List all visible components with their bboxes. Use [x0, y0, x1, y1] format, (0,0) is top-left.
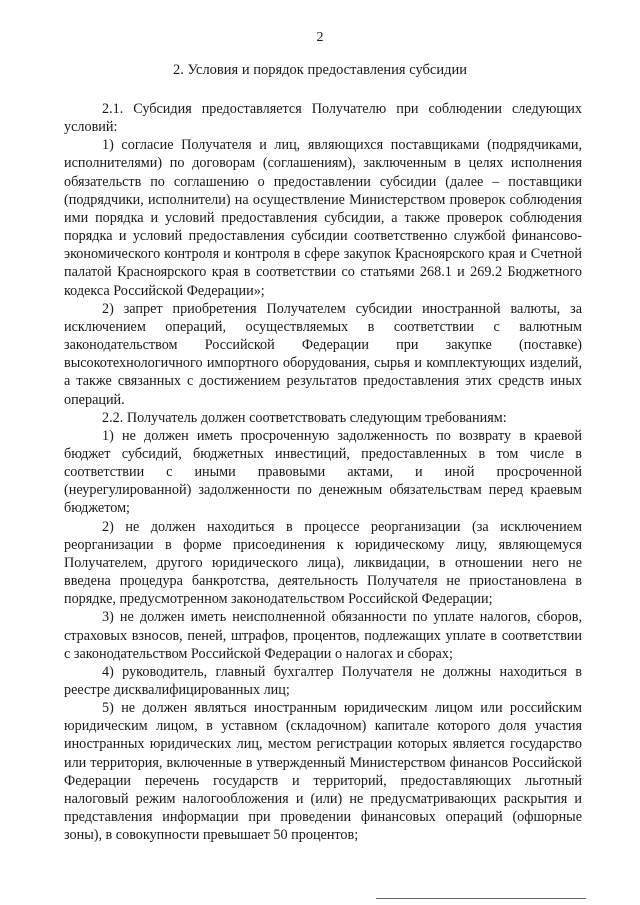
paragraph-2-1-item-1: 1) согласие Получателя и лиц, являющихся поставщиками (подрядчиками, исполнителями) по договорам (соглашениям), заключенным в целях исполнения обязательств по соглашению о предоставлении субсидии (далее – поставщики (подрядчики, исполнители) на осуществление Министерством проверок соблюдения ими порядка и условий предоставления субсидии, а также проверок соблюдения порядка и условий предоставления субсидии соответственно службой финансово-экономического контроля и контроля в сфере закупок Красноярского края и Счетной палатой Красноярского края в соответствии со статьями 268.1 и 269.2 Бюджетного кодекса Российской Федерации»; — [64, 137, 582, 299]
paragraph-2-2-item-2: 2) не должен находиться в процессе реорганизации (за исключением реорганизации в форме присоединения к юридическому лицу, являющемуся Получателем, другого юридического лица), ликвидации, в отношении него не введена процедура банкротства, деятельность Получателя не приостановлена в порядке, предусмотренном законодательством Российской Федерации; — [64, 518, 582, 608]
document-body — [64, 100, 582, 844]
section-title: 2. Условия и порядок предоставления субсидии — [172, 62, 467, 78]
paragraph-2-2: 2.2. Получатель должен соответствовать следующим требованиям: — [102, 409, 507, 426]
paragraph-2-1: 2.1. Субсидия предоставляется Получателю при соблюдении следующих условий: — [64, 101, 582, 136]
paragraph-2-1-item-2: 2) запрет приобретения Получателем субсидии иностранной валюты, за исключением операций, осуществляемых в соответствии с валютным законодательством Российской Федерации при закупке (поставке) высокотехнологичного импортного оборудования, сырья и комплектующих изделий, а также связанных с достижением результатов предоставления этих средств иных операций. — [64, 300, 582, 408]
paragraph-2-2-item-4: 4) руководитель, главный бухгалтер Получателя не должны находиться в реестре дисквалифицированных лиц; — [64, 663, 582, 698]
footer-divider — [376, 898, 586, 899]
paragraph-2-2-item-3: 3) не должен иметь неисполненной обязанности по уплате налогов, сборов, страховых взносов, пеней, штрафов, процентов, подлежащих уплате в соответствии с законодательством Российской Федерации о налогах и сборах; — [64, 609, 582, 662]
paragraph-2-2-item-5: 5) не должен являться иностранным юридическим лицом или российским юридическим лицом, в уставном (складочном) капитале которого доля участия иностранных юридических лиц, местом регистрации которых является государство или территория, включенные в утвержденный Министерством финансов Российской Федерации перечень государств и территорий, предоставляющих льготный налоговый режим налогообложения и (или) не предусматривающих раскрытия и представления информации при проведении финансовых операций (офшорные зоны), в совокупности превышает 50 процентов; — [64, 700, 582, 844]
page-number: 2 — [316, 30, 324, 45]
paragraph-2-2-item-1: 1) не должен иметь просроченную задолженность по возврату в краевой бюджет субсидий, бюджетных инвестиций, предоставленных в том числе в соответствии с иными правовыми актами, и иной просроченной (неурегулированной) задолженности по денежным обязательствам перед краевым бюджетом; — [64, 427, 582, 517]
